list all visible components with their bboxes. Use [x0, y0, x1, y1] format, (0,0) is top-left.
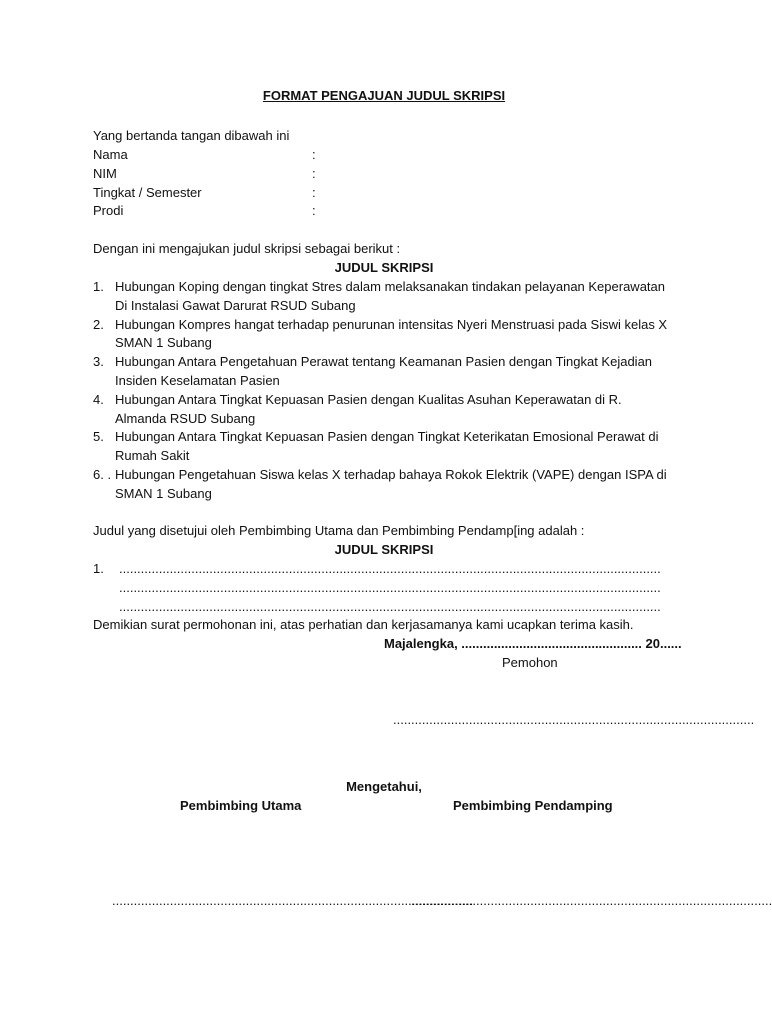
dotted-line: ......................................................................................................................................................	[119, 579, 661, 595]
applicant-signature-line: ....................................................................................................	[393, 712, 755, 727]
item-number: 6. .	[93, 466, 112, 482]
list-item	[93, 353, 673, 391]
blank-line	[93, 560, 661, 579]
applicant-label: Pemohon	[502, 655, 558, 670]
field-label: Prodi	[93, 203, 124, 219]
field-label: Nama	[93, 147, 128, 162]
document-title: FORMAT PENGAJUAN JUDUL SKRIPSI	[262, 88, 506, 103]
item-text: Hubungan Antara Tingkat Kepuasan Pasien dengan Tingkat Keterikatan Emosional Perawat di Rumah Sakit	[115, 429, 659, 464]
item-text: Hubungan Antara Pengetahuan Perawat tentang Keamanan Pasien dengan Tingkat Kejadian Insiden Keselamatan Pasien	[115, 354, 653, 388]
closing-text: Demikian surat permohonan ini, atas perhatian dan kerjasamanya kami ucapkan terima kasih.	[93, 617, 634, 632]
co-supervisor-label: Pembimbing Pendamping	[453, 798, 613, 813]
field-colon: :	[312, 184, 316, 200]
lead-text: Dengan ini mengajukan judul skripsi sebagai berikut :	[93, 241, 401, 256]
field-colon: :	[312, 165, 316, 181]
field-label: NIM	[93, 165, 117, 181]
item-number: 4.	[93, 391, 104, 407]
item-text: Hubungan Kompres hangat terhadap penurunan intensitas Nyeri Menstruasi pada Siswi kelas X SMAN 1 Subang	[115, 316, 668, 351]
main-supervisor-label: Pembimbing Utama	[180, 798, 302, 813]
item-number: 5.	[93, 429, 104, 445]
approved-title-text: Judul yang disetujui oleh Pembimbing Utama dan Pembimbing Pendamp[ing adalah :	[93, 523, 585, 538]
field-tingkat-semester	[93, 184, 333, 203]
blank-line	[93, 598, 661, 617]
main-supervisor-signature-line: ....................................................................................................	[112, 893, 474, 908]
item-text: Hubungan Koping dengan tingkat Stres dalam melaksanakan tindakan pelayanan Keperawatan Di Instalasi Gawat Darurat RSUD Subang	[115, 279, 665, 313]
section-heading: JUDUL SKRIPSI	[334, 542, 434, 557]
field-colon: :	[312, 203, 316, 219]
item-number: 1.	[93, 279, 104, 294]
list-item	[93, 278, 673, 316]
topic-list	[93, 278, 673, 504]
place-date: Majalengka, .................................................. 20......	[384, 636, 682, 651]
list-item	[93, 428, 673, 466]
acknowledged-heading: Mengetahui,	[346, 779, 422, 794]
list-item	[93, 466, 673, 504]
intro-text: Yang bertanda tangan dibawah ini	[93, 128, 290, 143]
list-item	[93, 391, 673, 429]
section-heading: JUDUL SKRIPSI	[334, 260, 434, 275]
approved-title-blanks	[93, 560, 661, 616]
item-number: 2.	[93, 316, 104, 332]
blank-line	[93, 579, 661, 598]
item-number: 3.	[93, 354, 104, 370]
item-number: 1.	[93, 561, 104, 576]
field-prodi	[93, 202, 333, 221]
field-colon: :	[312, 147, 316, 162]
field-nim	[93, 165, 333, 184]
list-item	[93, 316, 673, 354]
identity-fields	[93, 146, 333, 221]
field-label: Tingkat / Semester	[93, 184, 202, 200]
item-text: Hubungan Antara Tingkat Kepuasan Pasien dengan Kualitas Asuhan Keperawatan di R. Almanda RSUD Subang	[115, 391, 622, 426]
dotted-line: ......................................................................................................................................................	[119, 598, 661, 614]
co-supervisor-signature-line: ....................................................................................................	[411, 893, 772, 908]
dotted-line: ......................................................................................................................................................	[119, 561, 661, 576]
field-nama	[93, 146, 333, 165]
item-text: Hubungan Pengetahuan Siswa kelas X terhadap bahaya Rokok Elektrik (VAPE) dengan ISPA di SMAN 1 Subang	[115, 466, 667, 501]
